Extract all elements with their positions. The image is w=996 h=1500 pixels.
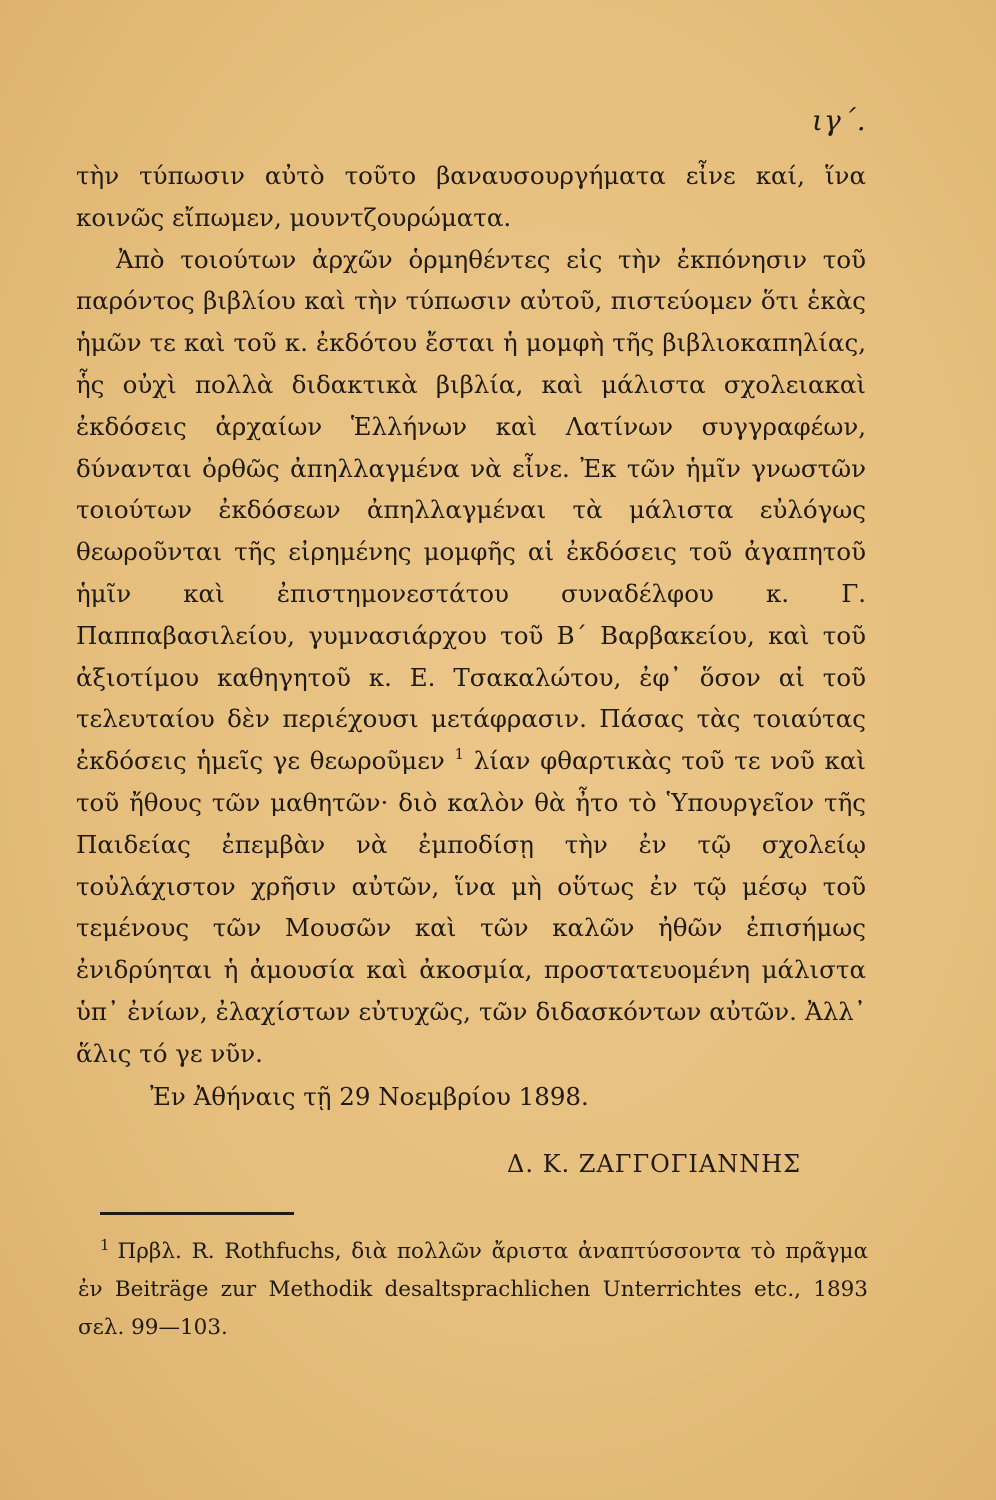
footnote-mark: 1 xyxy=(100,1236,110,1254)
author-signature: Δ. Κ. ΖΑΓΓΟΓΙΑΝΝΗΣ xyxy=(507,1150,802,1178)
page-number: ιγ΄. xyxy=(812,104,867,137)
paragraph-1: τὴν τύπωσιν αὐτὸ τοῦτο βαναυσουργήματα εἶνε καί, ἵνα κοινῶς εἴπωμεν, μουντζουρώματα. xyxy=(76,161,866,232)
footnote xyxy=(78,1233,868,1347)
footnote-divider xyxy=(100,1212,294,1215)
footnote-reference: 1 xyxy=(454,745,465,764)
footnote-text: Πρβλ. R. Rothfuchs, διὰ πολλῶν ἄριστα ἀναπτύσσοντα τὸ πρᾶγμα ἐν Beiträge zur Methodik desaltsprachlichen Unterrichtes etc., 1893 σελ. 99—103. xyxy=(78,1239,868,1340)
paragraph-2-end: λίαν φθαρτικὰς τοῦ τε νοῦ καὶ τοῦ ἤθους τῶν μαθητῶν· διὸ καλὸν θὰ ἦτο τὸ Ὑπουργεῖον τῆς Παιδείας ἐπεμβὰν νὰ ἐμποδίσῃ τὴν ἐν τῷ σχολείῳ τοὐλάχιστον χρῆσιν αὐτῶν, ἵνα μὴ οὕτως ἐν τῷ μέσῳ τοῦ τεμένους τῶν Μουσῶν καὶ τῶν καλῶν ἠθῶν ἐπισήμως ἐνιδρύηται ἡ ἀμουσία καὶ ἀκοσμία, προστατευομένη μάλιστα ὑπ᾽ ἐνίων, ἐλαχίστων εὐτυχῶς, τῶν διδασκόντων αὐτῶν. Ἀλλ᾽ ἅλις τό γε νῦν. xyxy=(76,746,866,1068)
main-text xyxy=(76,155,866,1075)
paragraph-2-start: Ἀπὸ τοιούτων ἀρχῶν ὁρμηθέντες εἰς τὴν ἐκπόνησιν τοῦ παρόντος βιβλίου καὶ τὴν τύπωσιν αὐτοῦ, πιστεύομεν ὅτι ἑκὰς ἡμῶν τε καὶ τοῦ κ. ἐκδότου ἔσται ἡ μομφὴ τῆς βιβλιοκαπηλίας, ἧς οὐχὶ πολλὰ διδακτικὰ βιβλία, καὶ μάλιστα σχολειακαὶ ἐκδόσεις ἀρχαίων Ἑλλήνων καὶ Λατίνων συγγραφέων, δύνανται ὀρθῶς ἀπηλλαγμένα νὰ εἶνε. Ἐκ τῶν ἡμῖν γνωστῶν τοιούτων ἐκδόσεων ἀπηλλαγμέναι τὰ μάλιστα εὐλόγως θεωροῦνται τῆς εἰρημένης μομφῆς αἱ ἐκδόσεις τοῦ ἀγαπητοῦ ἡμῖν καὶ ἐπιστημονεστάτου συναδέλφου κ. Γ. Παππαβασιλείου, γυμνασιάρχου τοῦ Β΄ Βαρβακείου, καὶ τοῦ ἀξιοτίμου καθηγητοῦ κ. Ε. Τσακαλώτου, ἐφ᾽ ὅσον αἱ τοῦ τελευταίου δὲν περιέχουσι μετάφρασιν. Πάσας τὰς τοιαύτας ἐκδόσεις ἡμεῖς γε θεωροῦμεν xyxy=(76,244,866,776)
dateline: Ἐν Ἀθήναις τῇ 29 Νοεμβρίου 1898. xyxy=(150,1082,589,1111)
paragraph-2 xyxy=(76,239,866,1075)
